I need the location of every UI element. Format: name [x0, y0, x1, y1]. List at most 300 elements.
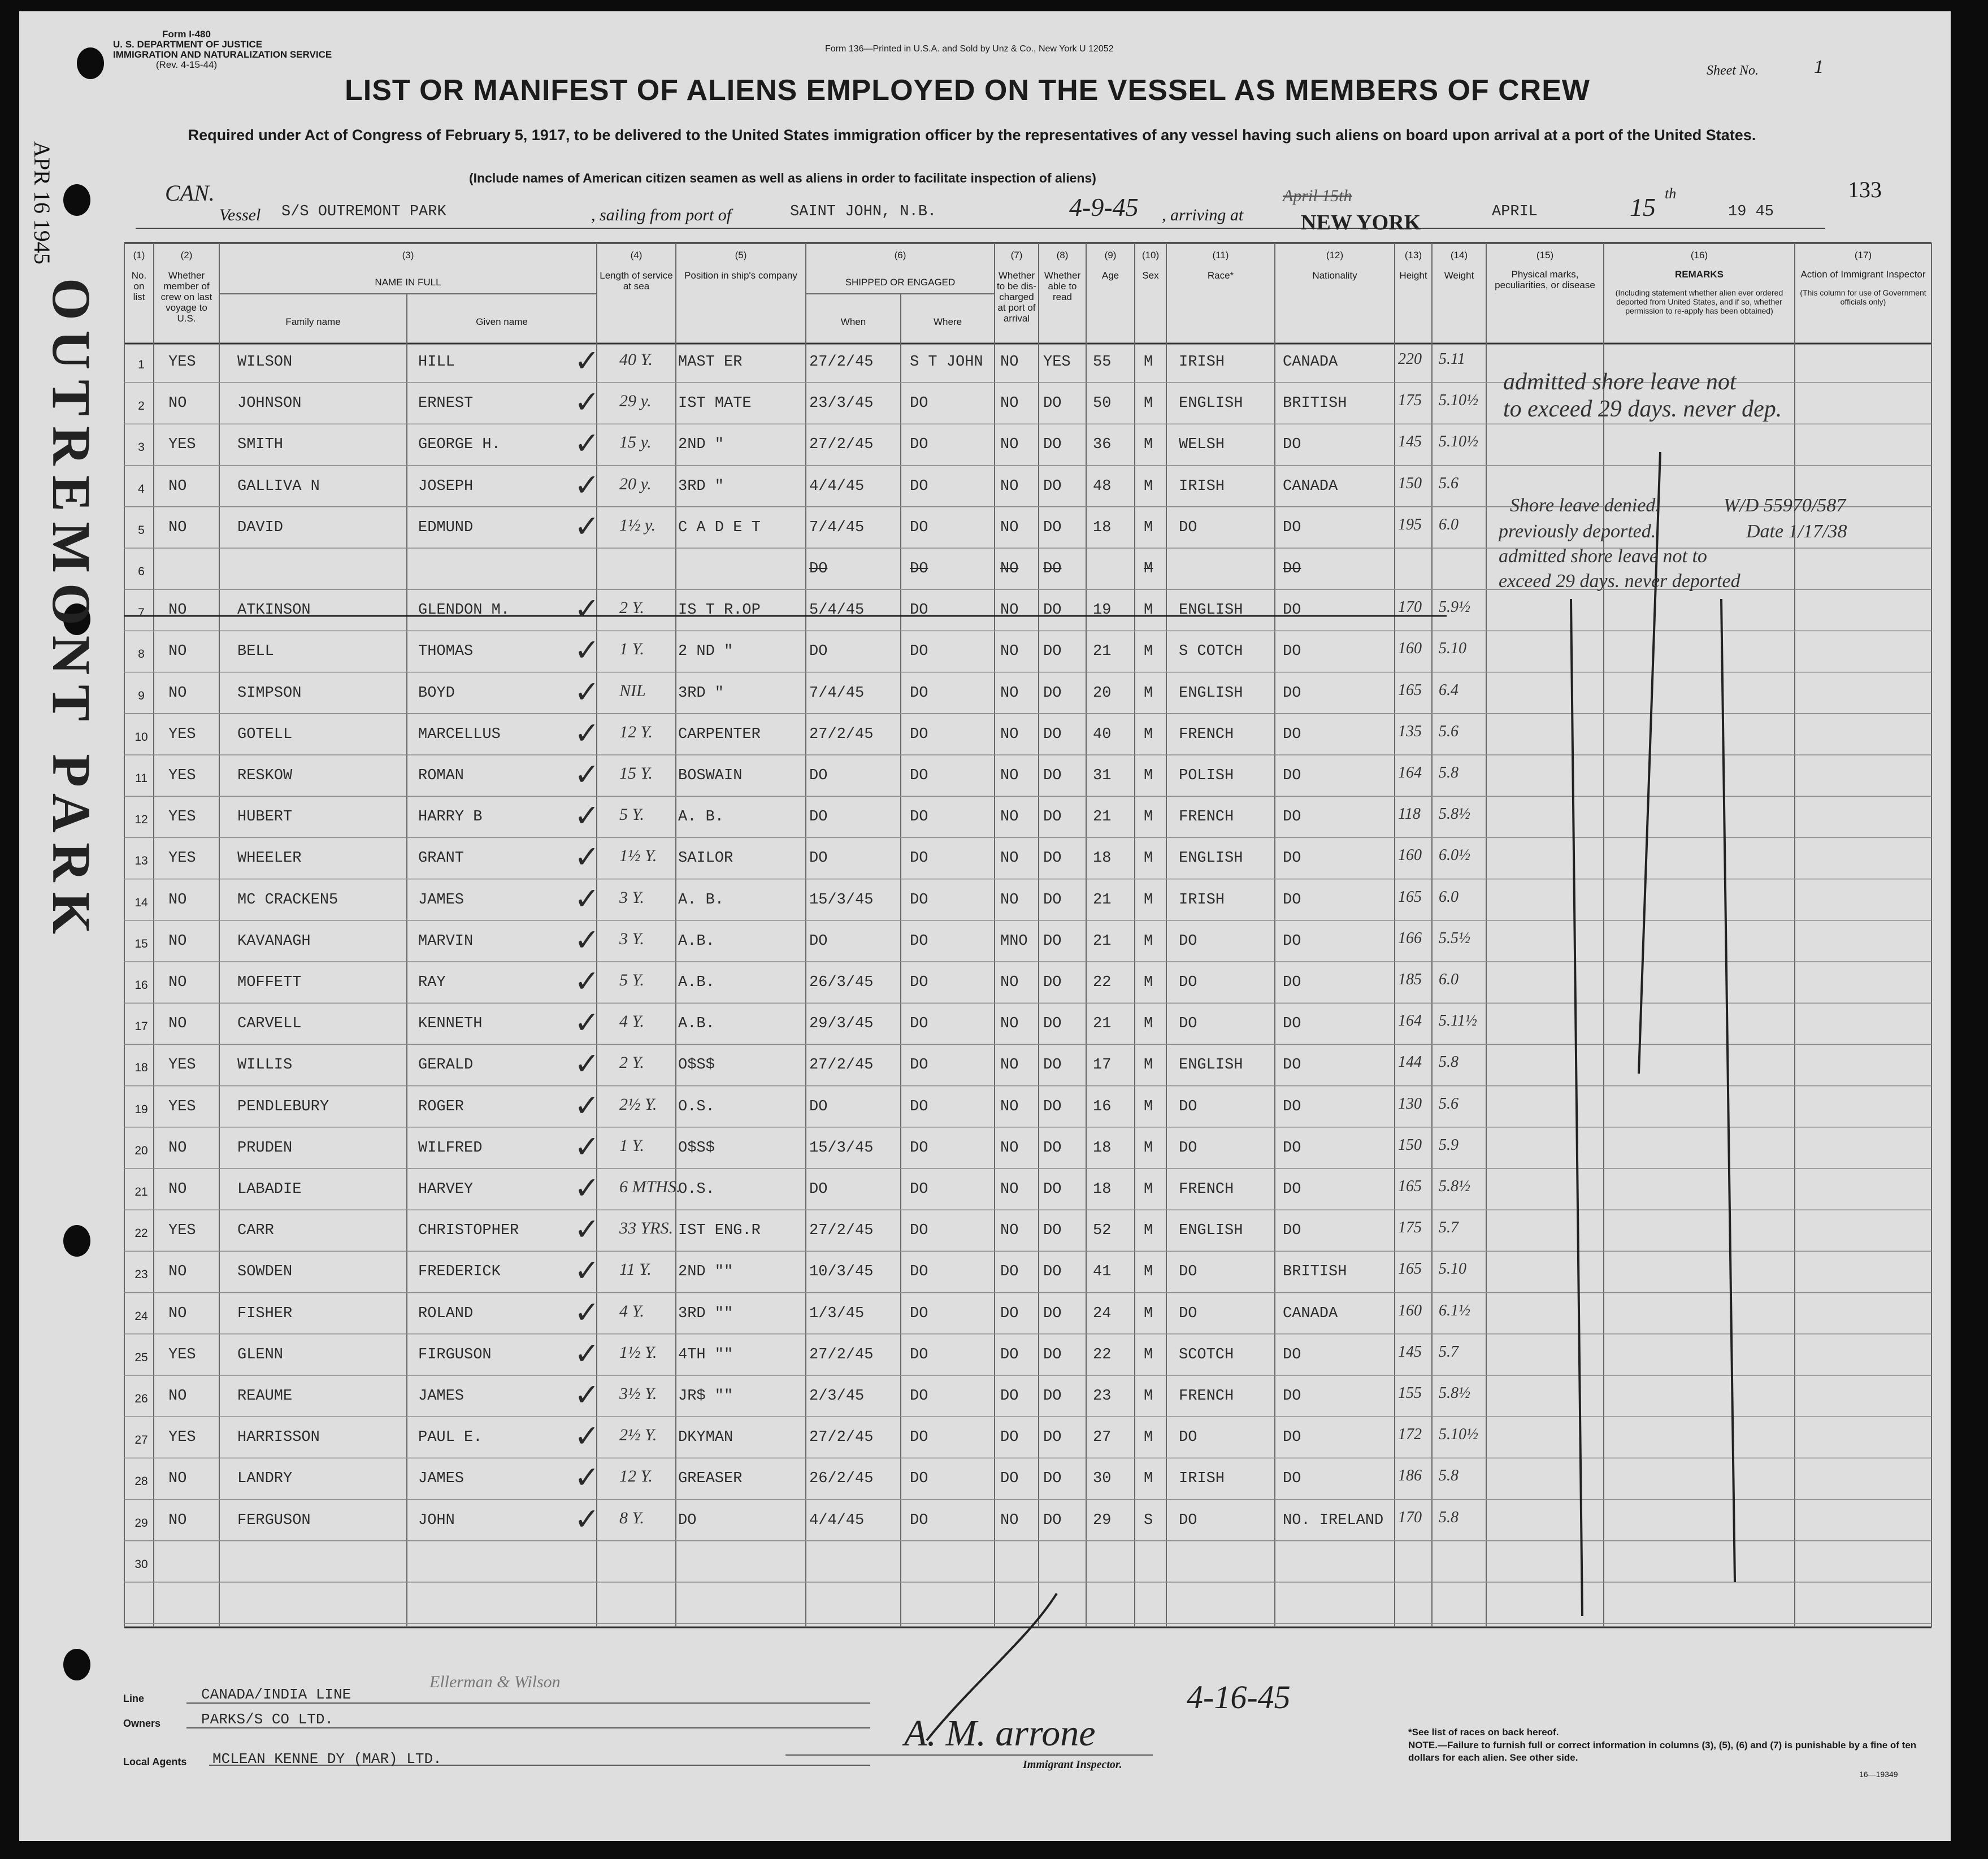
weight: 5.8½ [1439, 805, 1470, 823]
position: GREASER [678, 1470, 743, 1488]
family-name: FERGUSON [237, 1511, 311, 1529]
nationality: DO [1283, 519, 1301, 536]
discharged: NO [1000, 1222, 1019, 1240]
position: CARPENTER [678, 726, 761, 743]
service-length: 5 Y. [619, 805, 644, 824]
discharged: NO [1000, 974, 1019, 991]
shipped-where: DO [910, 1181, 928, 1198]
inspector-label: Immigrant Inspector. [1023, 1758, 1122, 1771]
position: IS T R.OP [678, 602, 761, 619]
family-name: SIMPSON [237, 684, 302, 702]
arrival-day-suffix: th [1665, 185, 1677, 202]
check-mark-icon: ✓ [574, 425, 600, 462]
family-name: RESKOW [237, 767, 293, 784]
weight: 5.8 [1439, 1508, 1459, 1526]
include-note: (Include names of American citizen seamen as well as aliens in order to facilitate inspection of aliens) [469, 171, 1096, 185]
family-name: LABADIE [237, 1181, 302, 1198]
row-number: 21 [134, 1185, 148, 1198]
crew-last-voyage: NO [168, 932, 187, 950]
required-note: Required under Act of Congress of February 5, 1917, to be delivered to the United States immigration officer by the representatives of any vessel having such aliens on board upon arrival at a port of the United States. [188, 127, 1756, 144]
race: FRENCH [1179, 809, 1234, 826]
race: POLISH [1179, 767, 1234, 784]
height: 175 [1398, 1219, 1422, 1237]
check-mark-icon: ✓ [574, 715, 600, 751]
given-name: CHRISTOPHER [418, 1222, 519, 1240]
shipped-where: DO [910, 643, 928, 661]
column-number: (5) [735, 250, 747, 260]
age: 24 [1093, 1305, 1112, 1322]
weight: 5.8 [1439, 764, 1459, 781]
height: 186 [1398, 1467, 1422, 1485]
check-mark-icon: ✓ [574, 674, 600, 710]
crew-last-voyage: YES [168, 436, 196, 454]
able-to-read: DO [1043, 602, 1062, 619]
sailing-date: 4-9-45 [1069, 193, 1139, 221]
shipped-where: DO [910, 1388, 928, 1405]
remark-row1-line1: admitted shore leave not [1503, 369, 1737, 395]
given-name: MARCELLUS [418, 726, 501, 743]
nationality: DO [1283, 561, 1301, 577]
race: DO [1179, 1263, 1197, 1281]
shipped-when: 7/4/45 [809, 684, 865, 702]
position: IST MATE [678, 395, 752, 412]
race: DO [1179, 1511, 1197, 1529]
race: S COTCH [1179, 643, 1243, 661]
able-to-read: YES [1043, 354, 1071, 371]
nationality: DO [1283, 767, 1301, 784]
sex: M [1144, 436, 1153, 454]
crew-last-voyage: NO [168, 1139, 187, 1157]
shipped-where: S T JOHN [910, 354, 983, 371]
position: DKYMAN [678, 1429, 733, 1447]
able-to-read: DO [1043, 1098, 1062, 1115]
discharged: NO [1000, 354, 1019, 371]
shipped-where: DO [910, 932, 928, 950]
age: 41 [1093, 1263, 1112, 1281]
column-number: (16) [1690, 250, 1708, 260]
weight: 5.5½ [1439, 929, 1470, 947]
family-name: REAUME [237, 1388, 293, 1405]
inspection-date: 4-16-45 [1187, 1679, 1291, 1715]
crew-last-voyage: YES [168, 1222, 196, 1240]
remark-ditto-line [1639, 452, 1660, 1074]
race: FRENCH [1179, 726, 1234, 743]
able-to-read: DO [1043, 1057, 1062, 1074]
shipped-when: 27/2/45 [809, 1429, 874, 1447]
nationality: CANADA [1283, 477, 1338, 495]
crew-last-voyage: YES [168, 1057, 196, 1074]
row-number: 5 [138, 523, 145, 537]
height: 155 [1398, 1384, 1422, 1402]
row-number: 15 [134, 937, 148, 950]
height: 130 [1398, 1094, 1422, 1113]
age: 21 [1093, 891, 1112, 909]
service-length: 4 Y. [619, 1301, 644, 1321]
form-id: Form I-480 U. S. DEPARTMENT OF JUSTICE IMMIGRATION AND NATURALIZATION SERVICE (Rev. 4-15-44) [113, 29, 332, 70]
column-label: Nationality [1312, 270, 1357, 281]
nationality: DO [1283, 602, 1301, 619]
height: 160 [1398, 1301, 1422, 1319]
height: 165 [1398, 888, 1422, 906]
check-mark-icon: ✓ [574, 1377, 600, 1413]
row-number: 27 [134, 1434, 148, 1447]
row-number: 17 [134, 1020, 148, 1033]
received-stamp: APR 16 1945 [29, 141, 55, 264]
sex: M [1144, 891, 1153, 909]
height: 195 [1398, 515, 1422, 533]
family-name: KAVANAGH [237, 932, 311, 950]
shipped-where: DO [910, 561, 928, 577]
vessel-label: Vessel [219, 206, 261, 224]
remark-row4-line1: Shore leave denied. [1510, 495, 1660, 516]
sheet-number: 1 [1814, 57, 1824, 77]
nationality: BRITISH [1283, 395, 1347, 412]
sex: M [1144, 477, 1153, 495]
service-length: 1½ Y. [619, 846, 657, 866]
column-number: (3) [402, 250, 414, 260]
age: 16 [1093, 1098, 1112, 1115]
column-number: (7) [1010, 250, 1023, 260]
nationality: DO [1283, 1388, 1301, 1405]
race: DO [1179, 974, 1197, 991]
able-to-read: DO [1043, 1181, 1062, 1198]
shipped-when: 1/3/45 [809, 1305, 865, 1322]
column-label: Race* [1207, 270, 1234, 281]
able-to-read: DO [1043, 1015, 1062, 1033]
height: 165 [1398, 1178, 1422, 1195]
position: 2ND " [678, 436, 724, 454]
weight: 6.0 [1439, 888, 1459, 906]
race: DO [1179, 519, 1197, 536]
race: FRENCH [1179, 1388, 1234, 1405]
shipped-where: DO [910, 809, 928, 826]
discharged: NO [1000, 1181, 1019, 1198]
inspector-signature: A. M. arrone [904, 1713, 1096, 1754]
nationality: BRITISH [1283, 1263, 1347, 1281]
column-label: No. on list [131, 270, 147, 302]
crew-last-voyage: YES [168, 850, 196, 867]
position: JR$ "" [678, 1388, 733, 1405]
nationality: DO [1283, 1222, 1301, 1240]
able-to-read: DO [1043, 1263, 1062, 1281]
able-to-read: DO [1043, 1346, 1062, 1363]
sex: M [1144, 1139, 1153, 1157]
agents-label: Local Agents [123, 1756, 187, 1767]
able-to-read: DO [1043, 1139, 1062, 1157]
age: 55 [1093, 354, 1112, 371]
row-number: 25 [134, 1350, 148, 1364]
age: 17 [1093, 1057, 1112, 1074]
crew-last-voyage: YES [168, 767, 196, 784]
age: 18 [1093, 519, 1112, 536]
position: BOSWAIN [678, 767, 743, 784]
shipped-where: DO [910, 519, 928, 536]
shipped-where: DO [910, 1511, 928, 1529]
able-to-read: DO [1043, 891, 1062, 909]
position: A. B. [678, 891, 724, 909]
row-number: 3 [138, 441, 145, 454]
service-length: 40 Y. [619, 350, 653, 369]
column-label: Length of service at sea [600, 270, 673, 292]
check-mark-icon: ✓ [574, 1253, 600, 1289]
given-name: EDMUND [418, 519, 474, 536]
race: DO [1179, 932, 1197, 950]
race: ENGLISH [1179, 850, 1243, 867]
height: 150 [1398, 474, 1422, 492]
weight: 5.10½ [1439, 1426, 1478, 1444]
height: 166 [1398, 929, 1422, 947]
check-mark-icon: ✓ [574, 1128, 600, 1165]
race: IRISH [1179, 1470, 1225, 1488]
row-number: 23 [134, 1268, 148, 1282]
nationality: DO [1283, 1346, 1301, 1363]
crew-last-voyage: NO [168, 1305, 187, 1322]
race: DO [1179, 1429, 1197, 1447]
row-number: 29 [134, 1516, 148, 1530]
check-mark-icon: ✓ [574, 591, 600, 627]
check-mark-icon: ✓ [574, 1294, 600, 1330]
given-name: ERNEST [418, 395, 474, 412]
column-number: (9) [1104, 250, 1117, 260]
column-sublabel: Family name [285, 316, 341, 327]
family-name: CARR [237, 1222, 274, 1240]
column-number: (8) [1056, 250, 1069, 260]
crew-last-voyage: YES [168, 809, 196, 826]
nationality: DO [1283, 1057, 1301, 1074]
family-name: WILSON [237, 354, 293, 371]
service-length: 2 Y. [619, 598, 644, 618]
discharged: NO [1000, 726, 1019, 743]
crew-last-voyage: NO [168, 477, 187, 495]
shipped-when: 10/3/45 [809, 1263, 874, 1281]
weight: 5.8½ [1439, 1384, 1470, 1402]
crew-last-voyage: YES [168, 354, 196, 371]
row-number: 13 [134, 854, 148, 868]
shipped-when: 27/2/45 [809, 1057, 874, 1074]
nationality: DO [1283, 436, 1301, 454]
race: DO [1179, 1305, 1197, 1322]
sex: M [1144, 1346, 1153, 1363]
family-name: LANDRY [237, 1470, 293, 1488]
row-number: 7 [138, 606, 145, 620]
nationality: DO [1283, 1139, 1301, 1157]
service-length: 5 Y. [619, 971, 644, 989]
weight: 5.8 [1439, 1467, 1459, 1485]
family-name: CARVELL [237, 1015, 302, 1033]
sex: M [1144, 1222, 1153, 1240]
shipped-when: 5/4/45 [809, 602, 865, 619]
row-number: 2 [138, 399, 145, 413]
sex: M [1144, 1429, 1153, 1447]
able-to-read: DO [1043, 809, 1062, 826]
service-length: 1 Y. [619, 1136, 644, 1155]
service-length: 2½ Y. [619, 1426, 657, 1445]
shipped-where: DO [910, 395, 928, 412]
sex: M [1144, 354, 1153, 371]
sex: M [1144, 1388, 1153, 1405]
crew-last-voyage: NO [168, 1388, 187, 1405]
column-label: REMARKS [1675, 269, 1724, 280]
row-number: 8 [138, 648, 145, 661]
service-length: 1 Y. [619, 640, 644, 659]
shipped-where: DO [910, 1346, 928, 1363]
height: 172 [1398, 1426, 1422, 1444]
weight: 5.10 [1439, 640, 1466, 658]
height: 220 [1398, 350, 1422, 368]
nationality: DO [1283, 1429, 1301, 1447]
column-number: (2) [180, 250, 193, 260]
nationality: DO [1283, 726, 1301, 743]
service-length: 1½ Y. [619, 1343, 657, 1362]
crew-last-voyage: NO [168, 684, 187, 702]
sex: M [1144, 726, 1153, 743]
position: A.B. [678, 974, 715, 991]
form-code: 16—19349 [1859, 1770, 1898, 1779]
sex: M [1144, 602, 1153, 619]
crew-last-voyage: NO [168, 395, 187, 412]
weight: 5.10½ [1439, 433, 1478, 451]
weight: 6.0 [1439, 971, 1459, 988]
weight: 6.1½ [1439, 1301, 1470, 1319]
service-length: 3 Y. [619, 929, 644, 948]
shipped-where: DO [910, 891, 928, 909]
shipped-when: DO [809, 932, 828, 950]
weight: 6.0½ [1439, 846, 1470, 865]
row-number: 9 [138, 689, 145, 702]
crew-last-voyage: YES [168, 1429, 196, 1447]
race: IRISH [1179, 891, 1225, 909]
nationality: DO [1283, 1181, 1301, 1198]
shipped-when: 7/4/45 [809, 519, 865, 536]
given-name: ROLAND [418, 1305, 474, 1322]
row-number: 19 [134, 1102, 148, 1116]
position: 3RD "" [678, 1305, 733, 1322]
sex: M [1144, 932, 1153, 950]
shipped-where: DO [910, 767, 928, 784]
shipped-where: DO [910, 1305, 928, 1322]
owners-value: PARKS/S CO LTD. [201, 1711, 334, 1728]
arrival-port: NEW YORK [1301, 211, 1421, 234]
weight: 6.4 [1439, 681, 1459, 699]
position: O$S$ [678, 1057, 715, 1074]
sex: M [1144, 395, 1153, 412]
nationality: DO [1283, 891, 1301, 909]
race: ENGLISH [1179, 1057, 1243, 1074]
position: DO [678, 1511, 697, 1529]
sex: M [1144, 684, 1153, 702]
height: 164 [1398, 1012, 1422, 1030]
column-label: Whether member of crew on last voyage to U.S. [160, 270, 212, 324]
shipped-when: DO [809, 1181, 828, 1198]
nationality: CANADA [1283, 354, 1338, 371]
weight: 5.11 [1439, 350, 1465, 368]
race: ENGLISH [1179, 1222, 1243, 1240]
struck-arrival: April 15th [1283, 186, 1352, 205]
discharged: DO [1000, 1263, 1019, 1281]
age: 29 [1093, 1511, 1112, 1529]
weight: 5.7 [1439, 1343, 1459, 1361]
position: A. B. [678, 809, 724, 826]
family-name: DAVID [237, 519, 284, 536]
height: 150 [1398, 1136, 1422, 1154]
column-label: Physical marks, peculiarities, or disease [1495, 269, 1595, 290]
family-name: SMITH [237, 436, 284, 454]
able-to-read: DO [1043, 850, 1062, 867]
shipped-where: DO [910, 726, 928, 743]
height: 170 [1398, 1508, 1422, 1526]
row-number: 10 [134, 730, 148, 744]
shipped-when: 15/3/45 [809, 891, 874, 909]
service-length: 15 Y. [619, 764, 653, 783]
age: 19 [1093, 602, 1112, 619]
race: ENGLISH [1179, 602, 1243, 619]
position: O.S. [678, 1181, 715, 1198]
shipped-when: 23/3/45 [809, 395, 874, 412]
position: 2 ND " [678, 643, 733, 661]
race: DO [1179, 1015, 1197, 1033]
position: O.S. [678, 1098, 715, 1115]
shipped-when: 27/2/45 [809, 1222, 874, 1240]
age: 50 [1093, 395, 1112, 412]
row-number: 11 [135, 772, 147, 785]
able-to-read: DO [1043, 974, 1062, 991]
check-mark-icon: ✓ [574, 839, 600, 875]
weight: 5.10½ [1439, 392, 1478, 410]
shipped-when: DO [809, 809, 828, 826]
able-to-read: DO [1043, 1222, 1062, 1240]
race: FRENCH [1179, 1181, 1234, 1198]
given-name: MARVIN [418, 932, 474, 950]
nationality: DO [1283, 850, 1301, 867]
family-name: HUBERT [237, 809, 293, 826]
crew-last-voyage: YES [168, 1098, 196, 1115]
column-sublabel: (Including statement whether alien ever ordered deported from United States, and if so, whether permission to re-apply has been obtained) [1615, 288, 1783, 315]
remark-wd-number: W/D 55970/587 [1724, 495, 1846, 516]
shipped-when: 26/3/45 [809, 974, 874, 991]
discharged: NO [1000, 1098, 1019, 1115]
race: IRISH [1179, 354, 1225, 371]
weight: 5.6 [1439, 722, 1459, 740]
row-number: 1 [138, 358, 145, 371]
service-length: 4 Y. [619, 1012, 644, 1031]
shipped-when: 27/2/45 [809, 436, 874, 454]
given-name: JAMES [418, 1388, 465, 1405]
height: 118 [1398, 805, 1421, 823]
crew-last-voyage: NO [168, 974, 187, 991]
shipped-where: DO [910, 1429, 928, 1447]
race: WELSH [1179, 436, 1225, 454]
country-mark: CAN. [165, 180, 215, 206]
weight: 5.6 [1439, 474, 1459, 492]
service-length: 2 Y. [619, 1053, 644, 1072]
nationality: DO [1283, 643, 1301, 661]
sex: M [1144, 850, 1153, 867]
shipped-when: 27/2/45 [809, 1346, 874, 1363]
check-mark-icon: ✓ [574, 880, 600, 917]
age: 22 [1093, 974, 1112, 991]
column-label: Position in ship's company [684, 270, 797, 281]
family-name: WHEELER [237, 850, 302, 867]
age: 18 [1093, 1139, 1112, 1157]
given-name: ROGER [418, 1098, 465, 1115]
height: 170 [1398, 598, 1422, 616]
given-name: FIRGUSON [418, 1346, 492, 1363]
row-number: 26 [134, 1392, 148, 1405]
agents-value: MCLEAN KENNE DY (MAR) LTD. [212, 1751, 442, 1767]
able-to-read: DO [1043, 1429, 1062, 1447]
remark-row1-line2: to exceed 29 days. never dep. [1503, 396, 1782, 422]
family-name: SOWDEN [237, 1263, 293, 1281]
